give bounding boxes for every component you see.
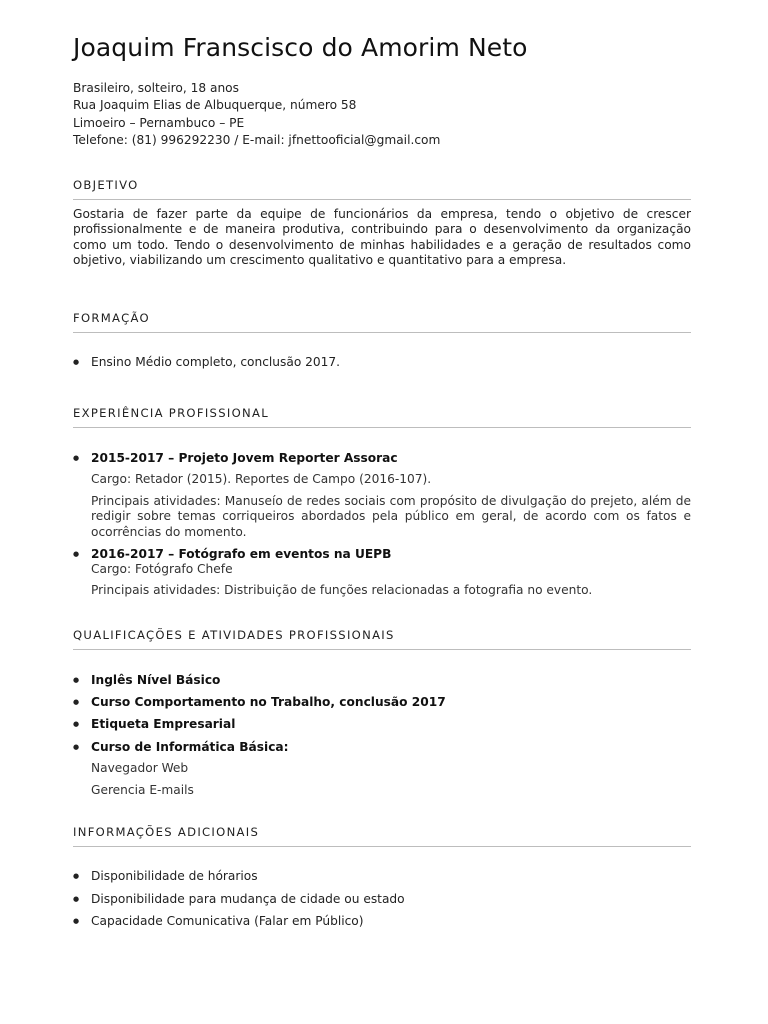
qualificacao-item: Curso Comportamento no Trabalho, conclusão 2017: [91, 695, 446, 709]
section-title-experiencia: EXPERIÊNCIA PROFISSIONAL: [73, 406, 269, 420]
adicional-item: Disponibilidade de hórarios: [91, 869, 258, 883]
contact-block: [73, 80, 440, 149]
section-divider: [73, 649, 691, 650]
address-line: Rua Joaquim Elias de Albuquerque, número 58: [73, 98, 357, 113]
job-atividades: Principais atividades: Manuseío de redes sociais com propósito de divulgação do prejeto, além de redigir sobre temas corriqueiros abordados pela público em geral, de acordo com os fatos e ocorrências do momento.: [91, 494, 691, 539]
bullet-icon: ●: [73, 743, 80, 751]
formacao-item: Ensino Médio completo, conclusão 2017.: [91, 355, 341, 369]
adicional-item: Disponibilidade para mudança de cidade ou estado: [91, 892, 405, 906]
job-cargo: Cargo: Retador (2015). Reportes de Campo (2016-107).: [91, 472, 432, 486]
section-title-qualificacoes: QUALIFICAÇÕES E ATIVIDADES PROFISSIONAIS: [73, 628, 395, 642]
section-divider: [73, 332, 691, 333]
bullet-icon: ●: [73, 550, 80, 558]
section-title-adicionais: INFORMAÇÕES ADICIONAIS: [73, 825, 260, 839]
qualificacao-subitem: Gerencia E-mails: [91, 783, 194, 797]
personal-info-line: Brasileiro, solteiro, 18 anos: [73, 81, 239, 95]
section-divider: [73, 427, 691, 428]
section-divider: [73, 846, 691, 847]
bullet-icon: ●: [73, 698, 80, 706]
section-divider: [73, 199, 691, 200]
bullet-icon: ●: [73, 872, 80, 880]
qualificacao-subitem: Navegador Web: [91, 761, 189, 775]
bullet-icon: ●: [73, 358, 80, 366]
bullet-icon: ●: [73, 720, 80, 728]
phone-email-line: Telefone: (81) 996292230 / E-mail: jfnettooficial@gmail.com: [73, 132, 441, 147]
bullet-icon: ●: [73, 454, 80, 462]
qualificacao-item: Inglês Nível Básico: [91, 673, 221, 687]
job-heading: 2015-2017 – Projeto Jovem Reporter Assorac: [91, 451, 398, 465]
qualificacao-item: Etiqueta Empresarial: [91, 717, 236, 731]
bullet-icon: ●: [73, 676, 80, 684]
bullet-icon: ●: [73, 917, 80, 925]
city-line: Limoeiro – Pernambuco – PE: [73, 115, 245, 130]
qualificacao-item: Curso de Informática Básica:: [91, 740, 289, 754]
objetivo-text: Gostaria de fazer parte da equipe de funcionários da empresa, tendo o objetivo de crescer profissionalmente e de maneira produtiva, contribuindo para o desenvolvimento da organização como um todo. Tendo o desenvolvimento de minhas habilidades e a geração de resultados como objetivo, viabilizando um crescimento qualitativo e quantitativo para a empresa.: [73, 207, 691, 267]
candidate-name: Joaquim Franscisco do Amorim Neto: [73, 33, 528, 62]
adicional-item: Capacidade Comunicativa (Falar em Público): [91, 914, 364, 928]
job-atividades: Principais atividades: Distribuição de funções relacionadas a fotografia no evento.: [91, 583, 593, 597]
job-heading: 2016-2017 – Fotógrafo em eventos na UEPB: [91, 547, 392, 561]
job-cargo: Cargo: Fotógrafo Chefe: [91, 562, 233, 576]
bullet-icon: ●: [73, 895, 80, 903]
section-title-formacao: FORMAÇÃO: [73, 311, 150, 325]
section-title-objetivo: OBJETIVO: [73, 178, 139, 192]
